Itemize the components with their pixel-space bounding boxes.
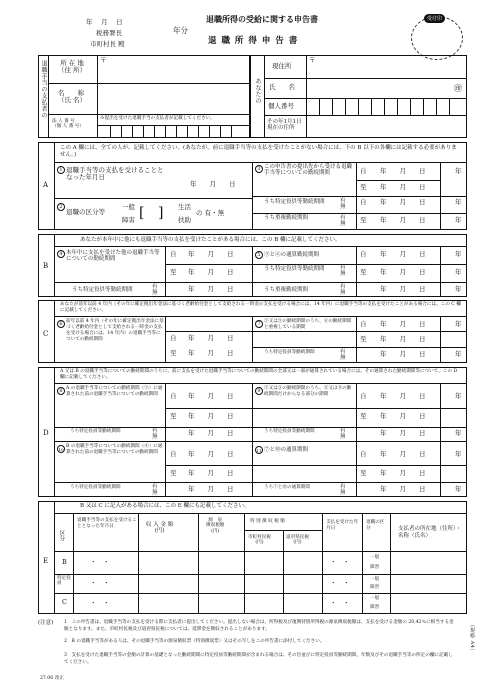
b5-to-date[interactable]: 年 月 日 xyxy=(380,268,426,276)
b-item5-uchi2: うち重複勤続期間 xyxy=(264,287,309,293)
b-years-1[interactable]: 年 xyxy=(455,250,462,258)
d8-from-date[interactable]: 年 月 日 xyxy=(188,392,234,400)
d10-uchi-date[interactable]: 年 月 日 xyxy=(188,485,234,493)
b-uchi-umu[interactable]: 有 無 xyxy=(152,284,158,297)
e-b-date[interactable]: ・ ・ xyxy=(90,558,110,566)
a-uchi1-years[interactable]: 年 xyxy=(455,198,462,206)
section-e-letter: E xyxy=(43,557,49,565)
circle-2: 2 xyxy=(57,203,65,211)
d9-uchi: うち特定役員等勤続期間 xyxy=(264,429,315,434)
b-uchi-date[interactable]: 年 月 日 xyxy=(188,285,234,293)
d-years-2[interactable]: 年 xyxy=(455,429,462,437)
b-years-2[interactable]: 年 xyxy=(455,268,462,276)
b5-uchi2-date[interactable]: 年 月 日 xyxy=(380,285,426,293)
d11-umu[interactable]: 有 無 xyxy=(340,484,346,497)
c7-to-date[interactable]: 年 月 日 xyxy=(380,335,426,343)
b-item5-umu[interactable]: 有 無 xyxy=(340,265,346,278)
d9-to: 至 xyxy=(360,412,367,420)
b5-from-date[interactable]: 年 月 日 xyxy=(380,250,426,258)
e-b-ippan[interactable]: 一般 xyxy=(370,555,380,560)
b-from: 自 xyxy=(170,250,177,258)
note-3: 3 支払を受けた退職手当等の金額の計算の基礎となった勤続期間に特定役員等勤続期間が含まれる場合は、その旨並びに特定役員等勤続期間、年数及びその退職手当等の所定の欄に記載してください。 xyxy=(64,653,453,665)
d11-uchi-date[interactable]: 年 月 日 xyxy=(380,485,426,493)
a-uchi1-label: うち特定役員等勤続期間 xyxy=(264,199,325,205)
a-item2-life[interactable]: 生活 xyxy=(178,203,191,211)
circle-7: 7 xyxy=(255,320,263,328)
e-t-paydate[interactable]: ・ ・ xyxy=(330,579,350,587)
d9-umu[interactable]: 有 無 xyxy=(340,428,346,441)
a-item2-umu[interactable]: の 有・無 xyxy=(196,209,225,217)
d9-from: 自 xyxy=(360,392,367,400)
circle-8: 8 xyxy=(57,387,65,395)
a-uchi2-umu[interactable]: 有 無 xyxy=(340,215,346,228)
d10-to: 至 xyxy=(170,469,177,477)
e-t-ippan[interactable]: 一般 xyxy=(370,577,380,582)
a-item2-label: 退職の区分等 xyxy=(66,208,105,216)
d-item8-label: A の退職手当等についての勤続期間（③）に通算された前の退職手当等についての勤続期間 xyxy=(66,386,163,398)
e-b-paydate[interactable]: ・ ・ xyxy=(330,558,350,566)
submission-date: 年 月 日 xyxy=(86,18,123,26)
form-code: 27.06 改正 xyxy=(40,676,64,681)
d-item11-label: ⑦と⑩の通算期間 xyxy=(264,447,309,453)
circle-10: 10 xyxy=(58,447,64,452)
receipt-stamp-label: 受付印 xyxy=(424,14,445,23)
circle-6: 6 xyxy=(57,320,65,328)
d8-uchi: うち特定役員等勤続期間 xyxy=(70,429,121,434)
b-from-date[interactable]: 年 月 日 xyxy=(188,250,234,258)
payer-side-label: 退職手当の支払者の xyxy=(40,60,47,119)
section-e-header: B 又は C に記入がある場合には、この E 欄にも記載してください。 xyxy=(80,503,250,509)
c-from-date[interactable]: 年 月 日 xyxy=(188,334,234,342)
e-c-date[interactable]: ・ ・ xyxy=(90,599,110,607)
e-c-shogai[interactable]: 障害 xyxy=(370,605,380,610)
c-item6-label: 前年以前 4 年内（その年に確定拠出年金法に基づく老齢給付金として支給される一時金の支払を受ける場合には、14 年内）の退職手当等についての勤続期間 xyxy=(66,319,164,342)
e-c-ippan[interactable]: 一般 xyxy=(370,596,380,601)
d8-to-date[interactable]: 年 月 日 xyxy=(188,412,234,420)
a-from: 自 xyxy=(360,167,367,175)
e-col-special: 特 別 徴 収 税 額 xyxy=(250,519,285,524)
a-to-date[interactable]: 年 月 日 xyxy=(380,183,426,191)
d10-from: 自 xyxy=(170,450,177,458)
d11-uchi: うち⑦と⑩の通算期間 xyxy=(264,485,310,490)
b-item5-uchi: うち特定役員等勤続期間 xyxy=(264,266,325,272)
a-item2-general[interactable]: 一般 xyxy=(122,203,135,211)
note-1: 1 この申告書は、退職手当等の支払を受ける際に支払者に提出してください。提出しない場合は、所得税及び復興特別所得税の源泉徴収税額は、支払を受ける金額の 20.42％に相当する金額となります。また、市町村民税及び道府県民税については、延滞金を徴収されることがあります。 xyxy=(64,620,454,632)
d10-umu[interactable]: 有 無 xyxy=(152,484,158,497)
a-uchi2-years[interactable]: 年 xyxy=(455,216,462,224)
jan1-address-label: その年1月1日現在の住所 xyxy=(267,119,302,132)
e-row-tokutei: 特定役員 xyxy=(57,576,71,587)
b-years-3[interactable]: 年 xyxy=(455,285,462,293)
d8-umu[interactable]: 有 無 xyxy=(152,428,158,441)
recipient-side-label: あなたの xyxy=(254,78,261,104)
e-c-paydate[interactable]: ・ ・ xyxy=(330,599,350,607)
section-b-letter: B xyxy=(43,262,49,270)
a-uchi1-umu[interactable]: 有 無 xyxy=(340,198,346,211)
e-t-date[interactable]: ・ ・ xyxy=(90,579,110,587)
a-item2-assist[interactable]: 扶助 xyxy=(178,216,191,224)
d8-uchi-date[interactable]: 年 月 日 xyxy=(188,429,234,437)
recipient-address-label: 現住所 xyxy=(272,62,292,70)
e-col-income: 収 入 金 額 (円) xyxy=(146,522,174,535)
section-b-header: あなたが本年中に他にも退職手当等の支払を受けたことがある場合には、この B 欄に記載してください。 xyxy=(80,237,341,243)
d8-to: 至 xyxy=(170,412,177,420)
a-item2-disability[interactable]: 障害 xyxy=(122,216,135,224)
b5-from: 自 xyxy=(360,250,367,258)
a-to: 至 xyxy=(360,183,367,191)
b5-to: 至 xyxy=(360,268,367,276)
e-col-reason: 退職の区分 xyxy=(366,520,385,532)
recipient-name-label: 氏 名 xyxy=(269,83,295,91)
d9-to-date[interactable]: 年 月 日 xyxy=(380,412,426,420)
d11-to-date[interactable]: 年 月 日 xyxy=(380,469,426,477)
section-a-header: この A 欄には、全ての人が、記載してください。(あなたが、前に退職手当等の支払を受けたことがない場合には、下の B 以下の各欄には記載する必要がありません。) xyxy=(60,145,457,159)
a-item1-date[interactable]: 年 月 日 xyxy=(190,180,236,188)
year-label: 年分 xyxy=(173,26,188,35)
a-years[interactable]: 年 xyxy=(455,167,462,175)
a-item1-label: 退職手当等の支払を受けることとなった年月日 xyxy=(66,166,164,182)
d9-uchi-date[interactable]: 年 月 日 xyxy=(380,429,426,437)
b-item5-label: ③と④の通算勤続期間 xyxy=(264,252,320,258)
d8-from: 自 xyxy=(170,392,177,400)
c-item7-uchi: うち特定役員等勤続期間 xyxy=(264,350,315,355)
payer-name-label: 名 称 （氏 名） xyxy=(58,89,87,105)
a-uchi1-from: 自 xyxy=(360,198,367,206)
circle-11: 11 xyxy=(256,448,262,453)
e-col-city: 市町村民税 (円) xyxy=(248,535,271,546)
section-c-header: あなたが前年以前 4 年内（その年に確定拠出年金法に基づく老齢給付金として支給される一時金の支払を受ける場合には、14 年内）に退職手当等の支払を受けたことがある場合には、この C 欄に記載してください。 xyxy=(60,302,461,314)
e-row-c: C xyxy=(62,598,67,606)
c-to: 至 xyxy=(170,349,177,357)
c7-from-date[interactable]: 年 月 日 xyxy=(380,320,426,328)
section-d-header: A 又は B の退職手当等についての勤続期間のうちに、前に支払を受けた退職手当等についての勤続期間の全部又は一部が通算されている場合には、その通算された勤続期間等について、この D 欄に記載してください。 xyxy=(60,369,458,381)
c7-to: 至 xyxy=(360,335,367,343)
d-years-3[interactable]: 年 xyxy=(455,450,462,458)
b-item5-umu2[interactable]: 有 無 xyxy=(340,284,346,297)
payer-number-label: 法 人 番 号 （個 人 番 号） xyxy=(52,119,84,130)
a-from-date[interactable]: 年 月 日 xyxy=(380,167,426,175)
a-item3-label: この申告書の提出先から受ける退職手当等についての勤続期間 xyxy=(264,164,353,177)
a-uchi2-date[interactable]: 年 月 日 xyxy=(380,216,426,224)
e-col-paydate: 支払を受けた年月日 xyxy=(326,520,359,532)
d11-to: 至 xyxy=(360,469,367,477)
b-item4-label: 本年中に支払を受けた他の退職手当等についての勤続期間 xyxy=(66,250,160,263)
section-a-letter: A xyxy=(43,181,49,189)
e-row-b: B xyxy=(62,558,67,566)
c-item7-umu[interactable]: 有 無 xyxy=(340,349,346,362)
d11-from-date[interactable]: 年 月 日 xyxy=(380,450,426,458)
circle-5: 5 xyxy=(255,251,263,259)
b-to-date[interactable]: 年 月 日 xyxy=(188,268,234,276)
section-d-letter: D xyxy=(43,429,49,437)
circle-4: 4 xyxy=(57,250,65,258)
c-item7-label: ③又は⑤の勤続期間のうち、⑥の勤続期間と重複している期間 xyxy=(264,319,352,330)
b-uchi-label: うち特定役員等勤続期間 xyxy=(72,287,133,293)
e-col-date: 退職手当等の支払を受けることとなった年月日 xyxy=(77,518,137,530)
c7-from: 自 xyxy=(360,320,367,328)
payer-number-note: ※提出を受けた退職手当の支払者が記載してください。 xyxy=(100,116,215,121)
paper-size-label: （規格 A4） xyxy=(469,622,475,654)
d-years-1[interactable]: 年 xyxy=(455,392,462,400)
form-title-2: 退 職 所 得 申 告 書 xyxy=(208,36,299,46)
c7-uchi-date[interactable]: 年 月 日 xyxy=(380,350,426,358)
notes-label: (注意) xyxy=(38,620,54,626)
c-to-date[interactable]: 年 月 日 xyxy=(188,349,234,357)
payer-postal-mark: 〒 xyxy=(100,56,107,64)
seal-mark: ㊞ xyxy=(454,84,462,93)
note-2: 2 B の退職手当等がある人は、その退職手当等の源泉徴収票（特別徴収票）又はその写しをこの申告書に添付してください。 xyxy=(64,639,325,644)
municipality-label: 市町村長 殿 xyxy=(90,40,125,48)
recipient-number-label: 個人番号 xyxy=(268,102,294,110)
d-years-4[interactable]: 年 xyxy=(455,485,462,493)
c-years-2[interactable]: 年 xyxy=(455,350,462,358)
d9-from-date[interactable]: 年 月 日 xyxy=(380,392,426,400)
d-item9-label: ③又は⑤の勤続期間のうち、⑧又は⑨の勤続期間だけからなる部分の期間 xyxy=(264,386,352,398)
e-b-shogai[interactable]: 障害 xyxy=(370,565,380,570)
e-t-shogai[interactable]: 障害 xyxy=(370,585,380,590)
d10-uchi: うち特定役員等勤続期間 xyxy=(70,485,121,490)
e-col-payer: 支払者の所在地（住所）・名称（氏名） xyxy=(398,526,462,540)
circle-1: 1 xyxy=(57,166,65,174)
d10-to-date[interactable]: 年 月 日 xyxy=(188,469,234,477)
e-col-kubun: 区分 xyxy=(58,530,65,541)
form-title: 退職所得の受給に関する申告書 xyxy=(206,14,318,24)
circle-9: 9 xyxy=(255,387,263,395)
e-col-pref: 道府県民税 (円) xyxy=(286,535,309,546)
d11-from: 自 xyxy=(360,450,367,458)
d10-from-date[interactable]: 年 月 日 xyxy=(188,450,234,458)
c-years-1[interactable]: 年 xyxy=(455,320,462,328)
a-uchi2-label: うち重複勤続期間 xyxy=(264,215,309,221)
payer-address-label: 所 在 地 （住 所） xyxy=(58,59,87,75)
recipient-postal-mark: 〒 xyxy=(309,56,316,64)
section-c-letter: C xyxy=(43,330,49,338)
e-col-tax: 源 泉 徴収税額 (円) xyxy=(206,518,225,534)
a-uchi1-date[interactable]: 年 月 日 xyxy=(380,198,426,206)
circle-3: 3 xyxy=(255,165,263,173)
tax-office-label: 税務署長 xyxy=(96,29,122,37)
d-item10-label: B の退職手当等についての勤続期間（④）に通算された前の退職手当等についての勤続期間 xyxy=(66,444,163,456)
c-from: 自 xyxy=(170,334,177,342)
a-uchi2-to: 至 xyxy=(360,216,367,224)
b-to: 至 xyxy=(170,268,177,276)
